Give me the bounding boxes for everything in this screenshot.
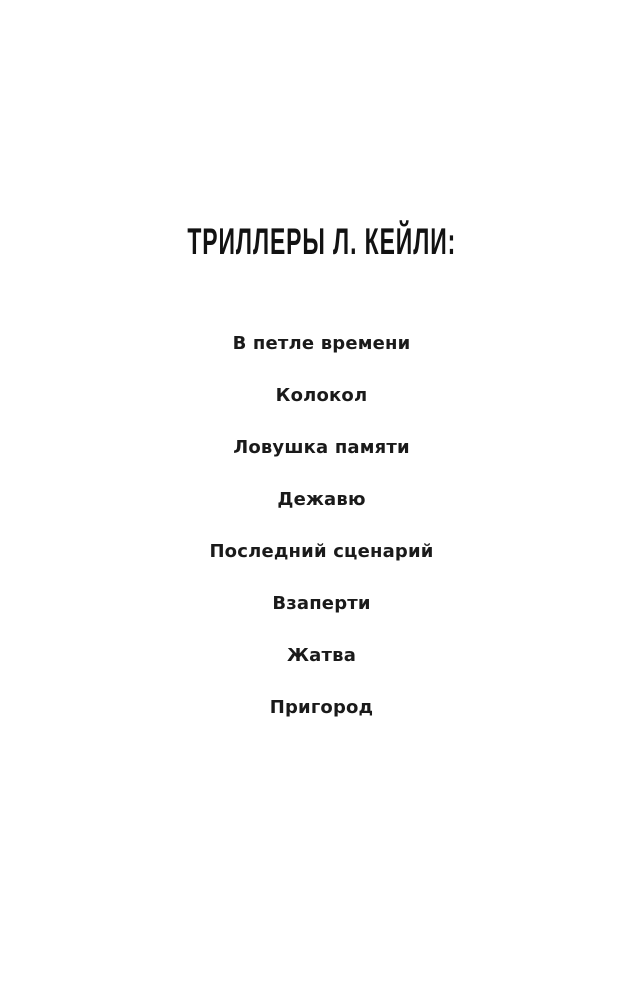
book-title: Пригород — [269, 696, 374, 718]
book-title: В петле времени — [232, 332, 411, 354]
book-title: Взаперти — [272, 592, 371, 614]
book-title: Последний сценарий — [209, 540, 434, 562]
book-title: Ловушка памяти — [233, 436, 410, 458]
book-title: Дежавю — [277, 488, 366, 510]
heading-container — [12, 222, 619, 262]
book-title: Колокол — [275, 384, 368, 406]
author-thrillers-heading: ТРИЛЛЕРЫ Л. КЕЙЛИ: — [187, 221, 456, 262]
book-title: Жатва — [286, 644, 357, 666]
book-title-list — [12, 317, 619, 733]
page-content — [12, 0, 619, 1000]
